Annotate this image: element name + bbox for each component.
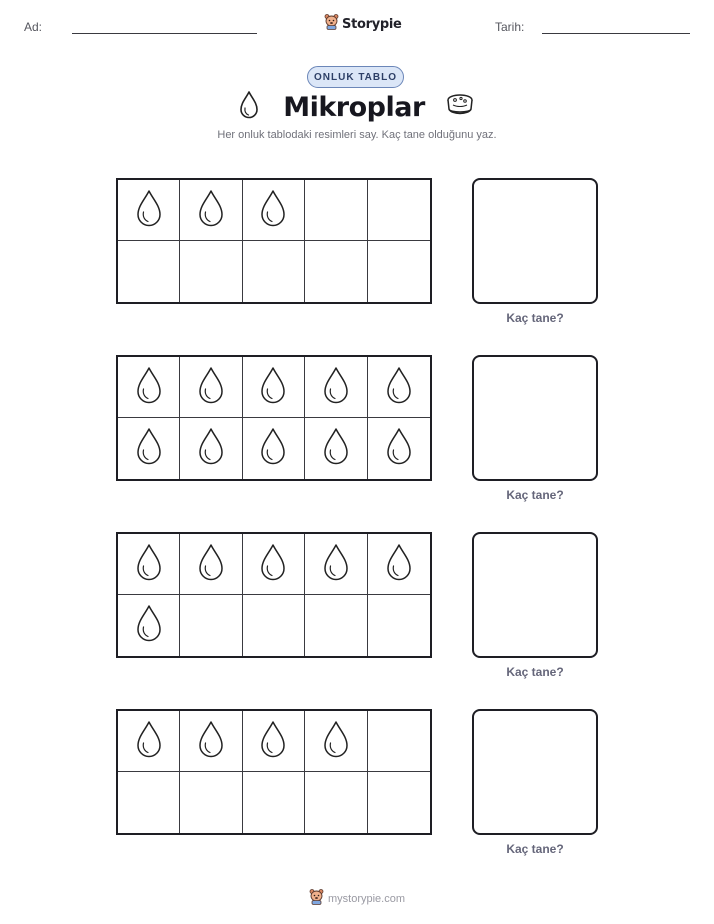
- ten-frame-cell: [118, 772, 180, 833]
- ten-frame-cell: [305, 711, 367, 772]
- ten-frame: [116, 178, 432, 304]
- water-drop-icon: [196, 365, 226, 410]
- ten-frame-cell: [305, 180, 367, 241]
- ten-frame-cell: [243, 357, 305, 418]
- footer: [0, 888, 714, 910]
- answer-box[interactable]: [472, 709, 598, 835]
- name-write-line[interactable]: [72, 33, 257, 34]
- ten-frame-cell: [368, 241, 430, 302]
- ten-frame-cell: [243, 418, 305, 479]
- ten-frame-cell: [118, 241, 180, 302]
- answer-label: Kaç tane?: [506, 311, 564, 325]
- date-write-line[interactable]: [542, 33, 690, 34]
- ten-frame-cell: [368, 772, 430, 833]
- instructions: Her onluk tablodaki resimleri say. Kaç tane olduğunu yaz.: [217, 129, 497, 141]
- ten-frame: [116, 355, 432, 481]
- footer-url: mystorypie.com: [327, 893, 406, 905]
- water-drop-icon: [321, 365, 351, 410]
- ten-frame-cell: [180, 595, 242, 656]
- ten-frame-cell: [118, 595, 180, 656]
- ten-frame-cell: [368, 595, 430, 656]
- ten-frame-cell: [180, 241, 242, 302]
- name-label: Ad:: [24, 20, 43, 34]
- water-drop-icon: [258, 542, 288, 587]
- ten-frame-cell: [243, 711, 305, 772]
- ten-frame-cell: [368, 534, 430, 595]
- answer-label: Kaç tane?: [506, 665, 564, 679]
- ten-frame-cell: [368, 180, 430, 241]
- ten-frame-cell: [368, 711, 430, 772]
- ten-frame-cell: [118, 418, 180, 479]
- worksheet-type-badge: ONLUK TABLO: [307, 66, 404, 88]
- water-drop-icon: [258, 719, 288, 764]
- water-drop-icon: [258, 188, 288, 233]
- ten-frame-cell: [368, 357, 430, 418]
- storypie-mascot-icon: [309, 888, 324, 910]
- ten-frame-cell: [305, 595, 367, 656]
- ten-frame-cell: [305, 772, 367, 833]
- ten-frame-cell: [243, 772, 305, 833]
- answer-label: Kaç tane?: [506, 842, 564, 856]
- brand-logo: [324, 13, 402, 35]
- water-drop-icon: [196, 542, 226, 587]
- ten-frame-cell: [180, 534, 242, 595]
- water-drop-icon: [134, 719, 164, 764]
- ten-frame: [116, 532, 432, 658]
- ten-frame-cell: [180, 357, 242, 418]
- water-drop-icon: [239, 90, 259, 125]
- water-drop-icon: [258, 426, 288, 471]
- water-drop-icon: [384, 426, 414, 471]
- ten-frame-cell: [243, 534, 305, 595]
- water-drop-icon: [196, 188, 226, 233]
- ten-frame-cell: [305, 534, 367, 595]
- petri-dish-icon: [445, 92, 475, 123]
- ten-frame: [116, 709, 432, 835]
- water-drop-icon: [196, 426, 226, 471]
- water-drop-icon: [134, 426, 164, 471]
- ten-frame-cell: [305, 418, 367, 479]
- ten-frame-cell: [180, 772, 242, 833]
- answer-box[interactable]: [472, 178, 598, 304]
- ten-frame-cell: [118, 711, 180, 772]
- ten-frame-cell: [180, 711, 242, 772]
- water-drop-icon: [196, 719, 226, 764]
- water-drop-icon: [134, 188, 164, 233]
- answer-box[interactable]: [472, 532, 598, 658]
- water-drop-icon: [134, 542, 164, 587]
- ten-frame-cell: [305, 241, 367, 302]
- ten-frame-cell: [118, 180, 180, 241]
- ten-frame-cell: [180, 418, 242, 479]
- water-drop-icon: [134, 365, 164, 410]
- ten-frame-cell: [243, 241, 305, 302]
- answer-label: Kaç tane?: [506, 488, 564, 502]
- water-drop-icon: [321, 426, 351, 471]
- water-drop-icon: [384, 365, 414, 410]
- ten-frame-cell: [118, 534, 180, 595]
- ten-frame-cell: [243, 595, 305, 656]
- ten-frame-cell: [305, 357, 367, 418]
- page-title: Mikroplar: [283, 92, 425, 123]
- water-drop-icon: [134, 603, 164, 648]
- ten-frame-cell: [368, 418, 430, 479]
- answer-box[interactable]: [472, 355, 598, 481]
- brand-name: Storypie: [342, 16, 402, 32]
- water-drop-icon: [384, 542, 414, 587]
- water-drop-icon: [321, 719, 351, 764]
- water-drop-icon: [321, 542, 351, 587]
- ten-frame-cell: [243, 180, 305, 241]
- title-row: [0, 90, 714, 125]
- ten-frame-cell: [180, 180, 242, 241]
- water-drop-icon: [258, 365, 288, 410]
- storypie-mascot-icon: [324, 13, 339, 35]
- ten-frame-cell: [118, 357, 180, 418]
- date-label: Tarih:: [495, 20, 525, 34]
